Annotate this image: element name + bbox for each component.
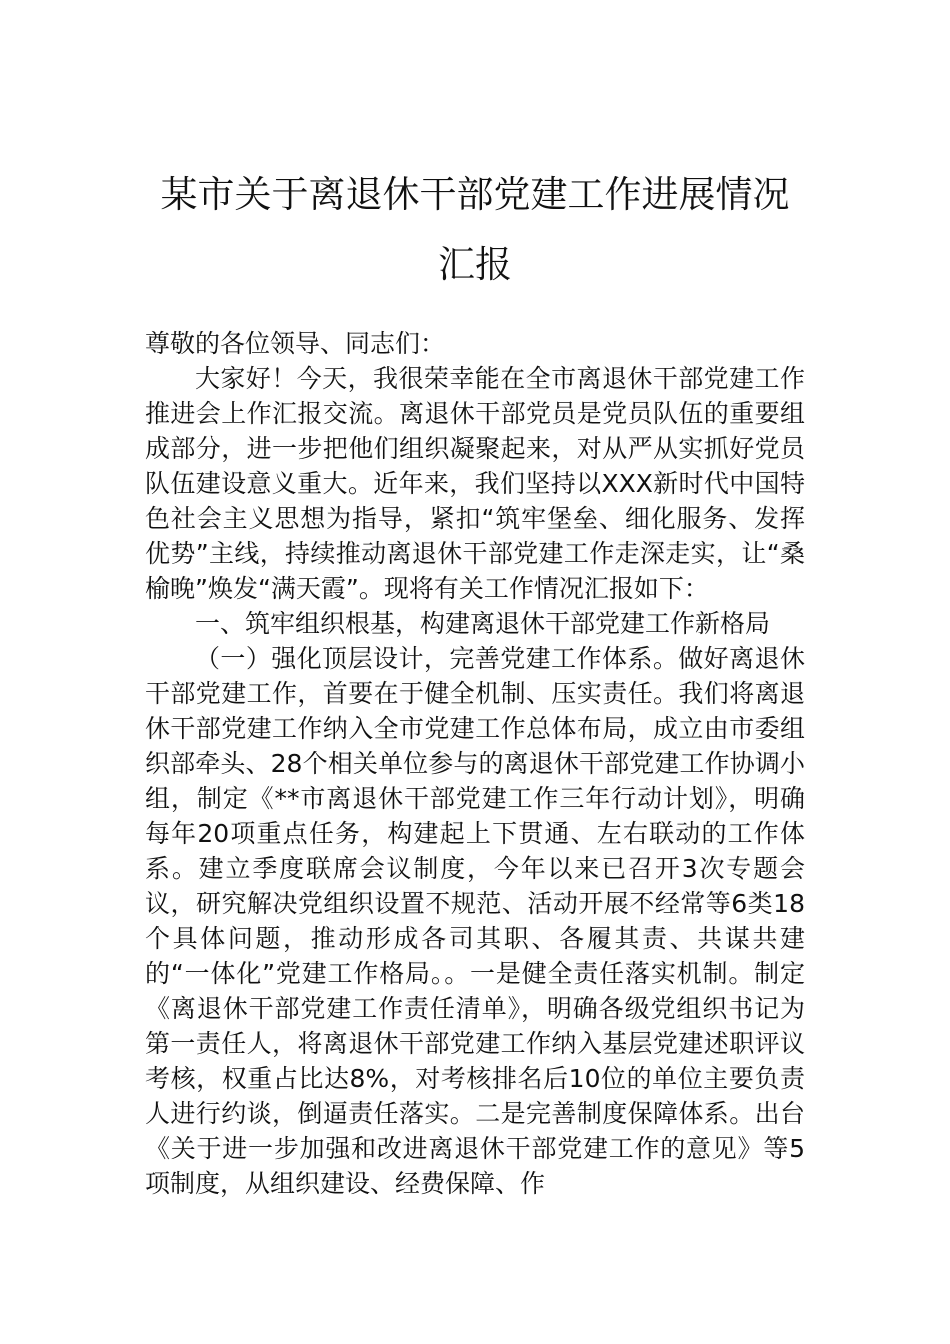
document-title: 某市关于离退休干部党建工作进展情况汇报 — [160, 173, 790, 286]
salutation: 尊敬的各位领导、同志们： — [145, 329, 446, 358]
document-body — [145, 326, 805, 1201]
section-heading-1: 一、筑牢组织根基，构建离退休干部党建工作新格局 — [195, 609, 771, 638]
paragraph-intro: 大家好！今天，我很荣幸能在全市离退休干部党建工作推进会上作汇报交流。离退休干部党员是党员队伍的重要组成部分，进一步把他们组织凝聚起来，对从严从实抓好党员队伍建设意义重大。近年来，我们坚持以XXX新时代中国特色社会主义思想为指导，紧扣“筑牢堡垒、细化服务、发挥优势”主线，持续推动离退休干部党建工作走深走实，让“桑榆晚”焕发“满天霞”。现将有关工作情况汇报如下： — [145, 364, 805, 603]
paragraph-subsection-1: （一）强化顶层设计，完善党建工作体系。做好离退休干部党建工作，首要在于健全机制、压实责任。我们将离退休干部党建工作纳入全市党建工作总体布局，成立由市委组织部牵头、28个相关单位参与的离退休干部党建工作协调小组，制定《**市离退休干部党建工作三年行动计划》，明确每年20项重点任务，构建起上下贯通、左右联动的工作体系。建立季度联席会议制度，今年以来已召开3次专题会议，研究解决党组织设置不规范、活动开展不经常等6类18个具体问题，推动形成各司其职、各履其责、共谋共建的“一体化”党建工作格局。。一是健全责任落实机制。制定《离退休干部党建工作责任清单》，明确各级党组织书记为第一责任人，将离退休干部党建工作纳入基层党建述职评议考核，权重占比达8%，对考核排名后10位的单位主要负责人进行约谈，倒逼责任落实。二是完善制度保障体系。出台《关于进一步加强和改进离退休干部党建工作的意见》等5项制度，从组织建设、经费保障、作 — [145, 644, 805, 1198]
